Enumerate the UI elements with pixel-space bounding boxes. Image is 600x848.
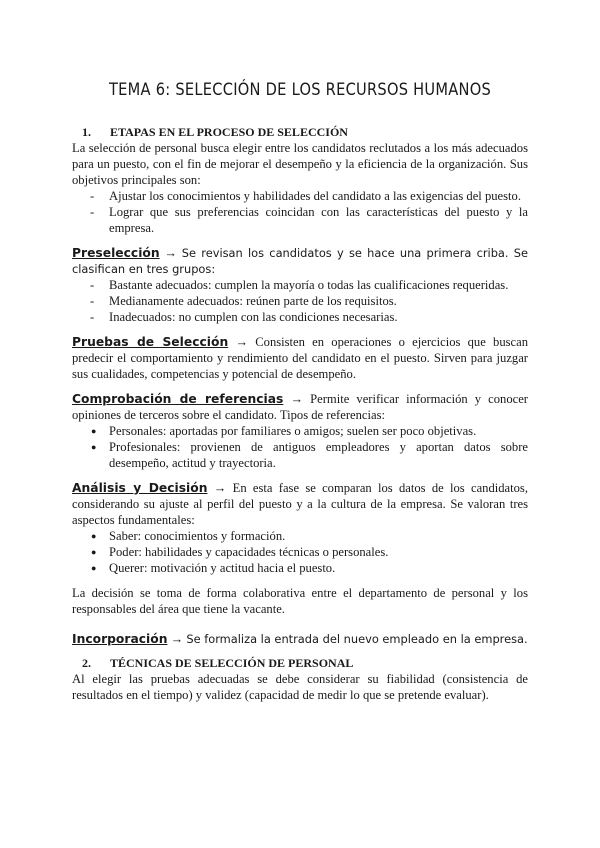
- list-item: ● Poder: habilidades y capacidades técnicas o personales.: [91, 545, 389, 559]
- pruebas-paragraph: [72, 334, 528, 382]
- preseleccion-paragraph: [72, 245, 528, 277]
- bullet-icon: ●: [91, 442, 97, 452]
- preseleccion-term: Preselección: [72, 246, 160, 260]
- list-item: - Bastante adecuados: cumplen la mayoría o todas las cualificaciones requeridas.: [90, 278, 509, 292]
- analisis-text: En esta fase se comparan los datos de los candidatos, considerando su ajuste al perfil del puesto y a la cultura de la empresa. Se valoran tres aspectos fundamentales:: [72, 481, 528, 527]
- section-1-intro: La selección de personal busca elegir entre los candidatos reclutados a los más adecuados para un puesto, con el fin de mejorar el desempeño y la eficiencia de la organización. Sus objetivos principales son:: [72, 141, 528, 187]
- preseleccion-text: Se revisan los candidatos y se hace una primera criba. Se clasifican en tres grupos:: [72, 246, 529, 276]
- bullet-icon: ●: [91, 426, 97, 436]
- incorporacion-text: Se formaliza la entrada del nuevo empleado en la empresa.: [186, 632, 528, 646]
- arrow-icon: →: [290, 392, 304, 406]
- list-item: ● Personales: aportadas por familiares o amigos; suelen ser poco objetivas.: [91, 424, 477, 438]
- comprobacion-paragraph: [72, 391, 528, 423]
- page-title: TEMA 6: SELECCIÓN DE LOS RECURSOS HUMANOS: [108, 80, 492, 100]
- arrow-icon: →: [235, 335, 249, 349]
- dash-marker: -: [90, 205, 95, 219]
- aspects-list: [72, 528, 528, 576]
- list-item: - Inadecuados: no cumplen con las condiciones necesarias.: [90, 310, 398, 324]
- list-item: - Medianamente adecuados: reúnen parte de los requisitos.: [90, 294, 397, 308]
- section-1-heading: [72, 124, 528, 140]
- incorporacion-paragraph: [72, 631, 528, 647]
- objectives-list: [72, 188, 528, 236]
- dash-marker: -: [90, 294, 95, 308]
- dash-marker: -: [90, 278, 95, 292]
- comprobacion-term: Comprobación de referencias: [72, 392, 284, 406]
- arrow-icon: →: [170, 632, 184, 646]
- list-item: - Ajustar los conocimientos y habilidades del candidato a las exigencias del puesto.: [90, 189, 521, 203]
- dash-marker: -: [90, 189, 95, 203]
- section-2-number: 2.: [82, 656, 91, 670]
- section-1-number: 1.: [82, 125, 91, 139]
- section-1-title: ETAPAS EN EL PROCESO DE SELECCIÓN: [110, 125, 348, 139]
- decision-paragraph: La decisión se toma de forma colaborativa entre el departamento de personal y los responsables del área que tiene la vacante.: [72, 586, 528, 616]
- list-item: ● Saber: conocimientos y formación.: [91, 529, 286, 543]
- analisis-paragraph: [72, 480, 528, 528]
- preseleccion-groups-list: [72, 277, 528, 325]
- section-2-title: TÉCNICAS DE SELECCIÓN DE PERSONAL: [110, 656, 354, 670]
- bullet-icon: ●: [91, 547, 97, 557]
- list-item: ● Querer: motivación y actitud hacia el puesto.: [91, 561, 336, 575]
- arrow-icon: →: [164, 246, 178, 260]
- document-body: [72, 124, 528, 703]
- section-2-intro: Al elegir las pruebas adecuadas se debe considerar su fiabilidad (consistencia de resultados en el tiempo) y validez (capacidad de medir lo que se pretende evaluar).: [72, 672, 528, 702]
- dash-marker: -: [90, 310, 95, 324]
- arrow-icon: →: [213, 481, 227, 495]
- bullet-icon: ●: [91, 531, 97, 541]
- reference-types-list: [72, 423, 528, 471]
- pruebas-text: Consisten en operaciones o ejercicios que buscan predecir el comportamiento y rendimiento del candidato en el puesto. Sirven para juzgar sus cualidades, competencias y potencial de desempeño.: [72, 335, 529, 381]
- incorporacion-term: Incorporación: [72, 632, 168, 646]
- bullet-icon: ●: [91, 563, 97, 573]
- list-item: ● Profesionales: provienen de antiguos empleadores y aportan datos sobre desempeño, actitud y trayectoria.: [91, 440, 528, 470]
- list-item: - Lograr que sus preferencias coincidan con las características del puesto y la empresa.: [90, 205, 528, 235]
- analisis-term: Análisis y Decisión: [72, 481, 208, 495]
- comprobacion-text: Permite verificar información y conocer opiniones de terceros sobre el candidato. Tipos de referencias:: [72, 392, 528, 422]
- pruebas-term: Pruebas de Selección: [72, 335, 229, 349]
- section-2-heading: [72, 655, 528, 671]
